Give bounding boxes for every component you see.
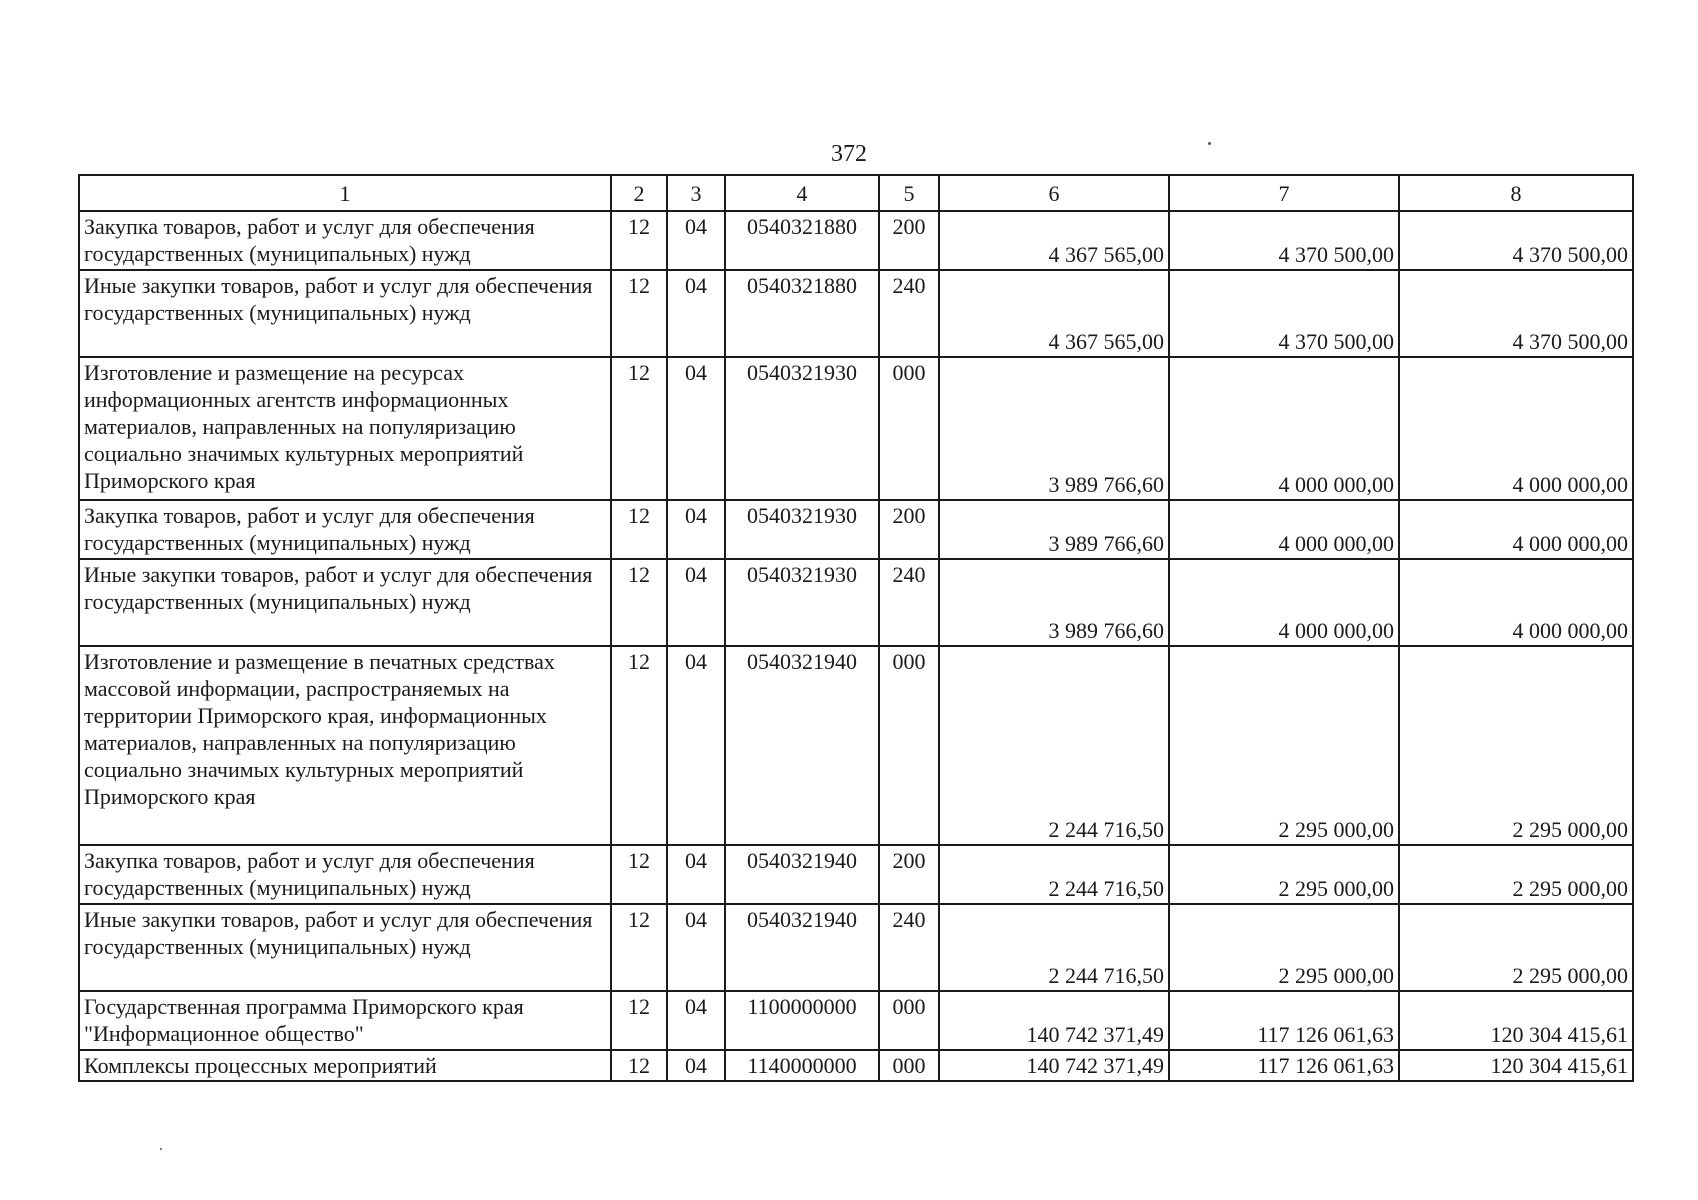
target-article-cell: 0540321930 xyxy=(725,559,879,646)
table-row xyxy=(79,211,1633,270)
amount-col7-cell: 4 000 000,00 xyxy=(1169,559,1399,646)
amount-col6-cell: 140 742 371,49 xyxy=(939,1050,1169,1081)
table-row xyxy=(79,991,1633,1050)
amount-col6-cell: 2 244 716,50 xyxy=(939,904,1169,991)
amount-col6-cell: 3 989 766,60 xyxy=(939,500,1169,559)
amount-col6-cell: 2 244 716,50 xyxy=(939,845,1169,904)
expense-type-cell: 200 xyxy=(879,500,939,559)
section-code-cell: 12 xyxy=(611,211,667,270)
table-row xyxy=(79,845,1633,904)
header-cell: 1 xyxy=(79,175,611,211)
header-cell: 3 xyxy=(667,175,725,211)
amount-col7-cell: 117 126 061,63 xyxy=(1169,991,1399,1050)
amount-col8-cell: 2 295 000,00 xyxy=(1399,904,1633,991)
expense-type-cell: 200 xyxy=(879,211,939,270)
expense-type-cell: 000 xyxy=(879,357,939,500)
scan-speck xyxy=(1208,142,1211,145)
row-name-cell: Изготовление и размещение в печатных средствах массовой информации, распространяемых на территории Приморского края, информационных материалов, направленных на популяризацию социально значимых культурных мероприятий Приморского края xyxy=(79,646,611,845)
subsection-code-cell: 04 xyxy=(667,991,725,1050)
target-article-cell: 0540321940 xyxy=(725,646,879,845)
section-code-cell: 12 xyxy=(611,500,667,559)
amount-col8-cell: 4 000 000,00 xyxy=(1399,500,1633,559)
amount-col7-cell: 4 370 500,00 xyxy=(1169,211,1399,270)
section-code-cell: 12 xyxy=(611,904,667,991)
amount-col6-cell: 3 989 766,60 xyxy=(939,559,1169,646)
expense-type-cell: 000 xyxy=(879,991,939,1050)
row-name-cell: Иные закупки товаров, работ и услуг для обеспечения государственных (муниципальных) нужд xyxy=(79,904,611,991)
row-name-cell: Закупка товаров, работ и услуг для обеспечения государственных (муниципальных) нужд xyxy=(79,845,611,904)
amount-col7-cell: 117 126 061,63 xyxy=(1169,1050,1399,1081)
table-row xyxy=(79,559,1633,646)
header-cell: 2 xyxy=(611,175,667,211)
amount-col6-cell: 140 742 371,49 xyxy=(939,991,1169,1050)
section-code-cell: 12 xyxy=(611,845,667,904)
subsection-code-cell: 04 xyxy=(667,904,725,991)
table-row xyxy=(79,646,1633,845)
row-name-cell: Закупка товаров, работ и услуг для обеспечения государственных (муниципальных) нужд xyxy=(79,211,611,270)
subsection-code-cell: 04 xyxy=(667,211,725,270)
header-cell: 4 xyxy=(725,175,879,211)
amount-col7-cell: 2 295 000,00 xyxy=(1169,845,1399,904)
section-code-cell: 12 xyxy=(611,559,667,646)
expense-type-cell: 200 xyxy=(879,845,939,904)
table-header-row xyxy=(79,175,1633,211)
section-code-cell: 12 xyxy=(611,646,667,845)
scan-speck xyxy=(160,1148,162,1150)
header-cell: 6 xyxy=(939,175,1169,211)
amount-col7-cell: 4 000 000,00 xyxy=(1169,500,1399,559)
page-number: 372 xyxy=(831,141,867,167)
expense-type-cell: 000 xyxy=(879,1050,939,1081)
target-article-cell: 0540321930 xyxy=(725,357,879,500)
expense-type-cell: 240 xyxy=(879,904,939,991)
subsection-code-cell: 04 xyxy=(667,270,725,357)
amount-col6-cell: 4 367 565,00 xyxy=(939,270,1169,357)
table-row xyxy=(79,270,1633,357)
amount-col8-cell: 120 304 415,61 xyxy=(1399,1050,1633,1081)
amount-col8-cell: 2 295 000,00 xyxy=(1399,646,1633,845)
row-name-cell: Изготовление и размещение на ресурсах информационных агентств информационных материалов, направленных на популяризацию социально значимых культурных мероприятий Приморского края xyxy=(79,357,611,500)
amount-col8-cell: 4 370 500,00 xyxy=(1399,270,1633,357)
amount-col8-cell: 4 370 500,00 xyxy=(1399,211,1633,270)
amount-col7-cell: 2 295 000,00 xyxy=(1169,904,1399,991)
row-name-cell: Иные закупки товаров, работ и услуг для обеспечения государственных (муниципальных) нужд xyxy=(79,559,611,646)
subsection-code-cell: 04 xyxy=(667,500,725,559)
section-code-cell: 12 xyxy=(611,270,667,357)
expense-type-cell: 240 xyxy=(879,559,939,646)
target-article-cell: 0540321880 xyxy=(725,211,879,270)
amount-col7-cell: 2 295 000,00 xyxy=(1169,646,1399,845)
amount-col8-cell: 2 295 000,00 xyxy=(1399,845,1633,904)
subsection-code-cell: 04 xyxy=(667,357,725,500)
amount-col6-cell: 4 367 565,00 xyxy=(939,211,1169,270)
target-article-cell: 0540321940 xyxy=(725,845,879,904)
header-cell: 7 xyxy=(1169,175,1399,211)
amount-col8-cell: 4 000 000,00 xyxy=(1399,357,1633,500)
amount-col8-cell: 4 000 000,00 xyxy=(1399,559,1633,646)
target-article-cell: 1100000000 xyxy=(725,991,879,1050)
amount-col8-cell: 120 304 415,61 xyxy=(1399,991,1633,1050)
table-row xyxy=(79,1050,1633,1081)
budget-table xyxy=(78,174,1634,1082)
row-name-cell: Закупка товаров, работ и услуг для обеспечения государственных (муниципальных) нужд xyxy=(79,500,611,559)
target-article-cell: 1140000000 xyxy=(725,1050,879,1081)
subsection-code-cell: 04 xyxy=(667,646,725,845)
expense-type-cell: 240 xyxy=(879,270,939,357)
amount-col7-cell: 4 370 500,00 xyxy=(1169,270,1399,357)
section-code-cell: 12 xyxy=(611,357,667,500)
header-cell: 5 xyxy=(879,175,939,211)
table-row xyxy=(79,904,1633,991)
subsection-code-cell: 04 xyxy=(667,559,725,646)
table-row xyxy=(79,357,1633,500)
subsection-code-cell: 04 xyxy=(667,845,725,904)
amount-col6-cell: 2 244 716,50 xyxy=(939,646,1169,845)
header-cell: 8 xyxy=(1399,175,1633,211)
row-name-cell: Иные закупки товаров, работ и услуг для обеспечения государственных (муниципальных) нужд xyxy=(79,270,611,357)
row-name-cell: Комплексы процессных мероприятий xyxy=(79,1050,611,1081)
target-article-cell: 0540321880 xyxy=(725,270,879,357)
expense-type-cell: 000 xyxy=(879,646,939,845)
section-code-cell: 12 xyxy=(611,1050,667,1081)
amount-col7-cell: 4 000 000,00 xyxy=(1169,357,1399,500)
target-article-cell: 0540321940 xyxy=(725,904,879,991)
table-row xyxy=(79,500,1633,559)
row-name-cell: Государственная программа Приморского края "Информационное общество" xyxy=(79,991,611,1050)
subsection-code-cell: 04 xyxy=(667,1050,725,1081)
section-code-cell: 12 xyxy=(611,991,667,1050)
target-article-cell: 0540321930 xyxy=(725,500,879,559)
amount-col6-cell: 3 989 766,60 xyxy=(939,357,1169,500)
